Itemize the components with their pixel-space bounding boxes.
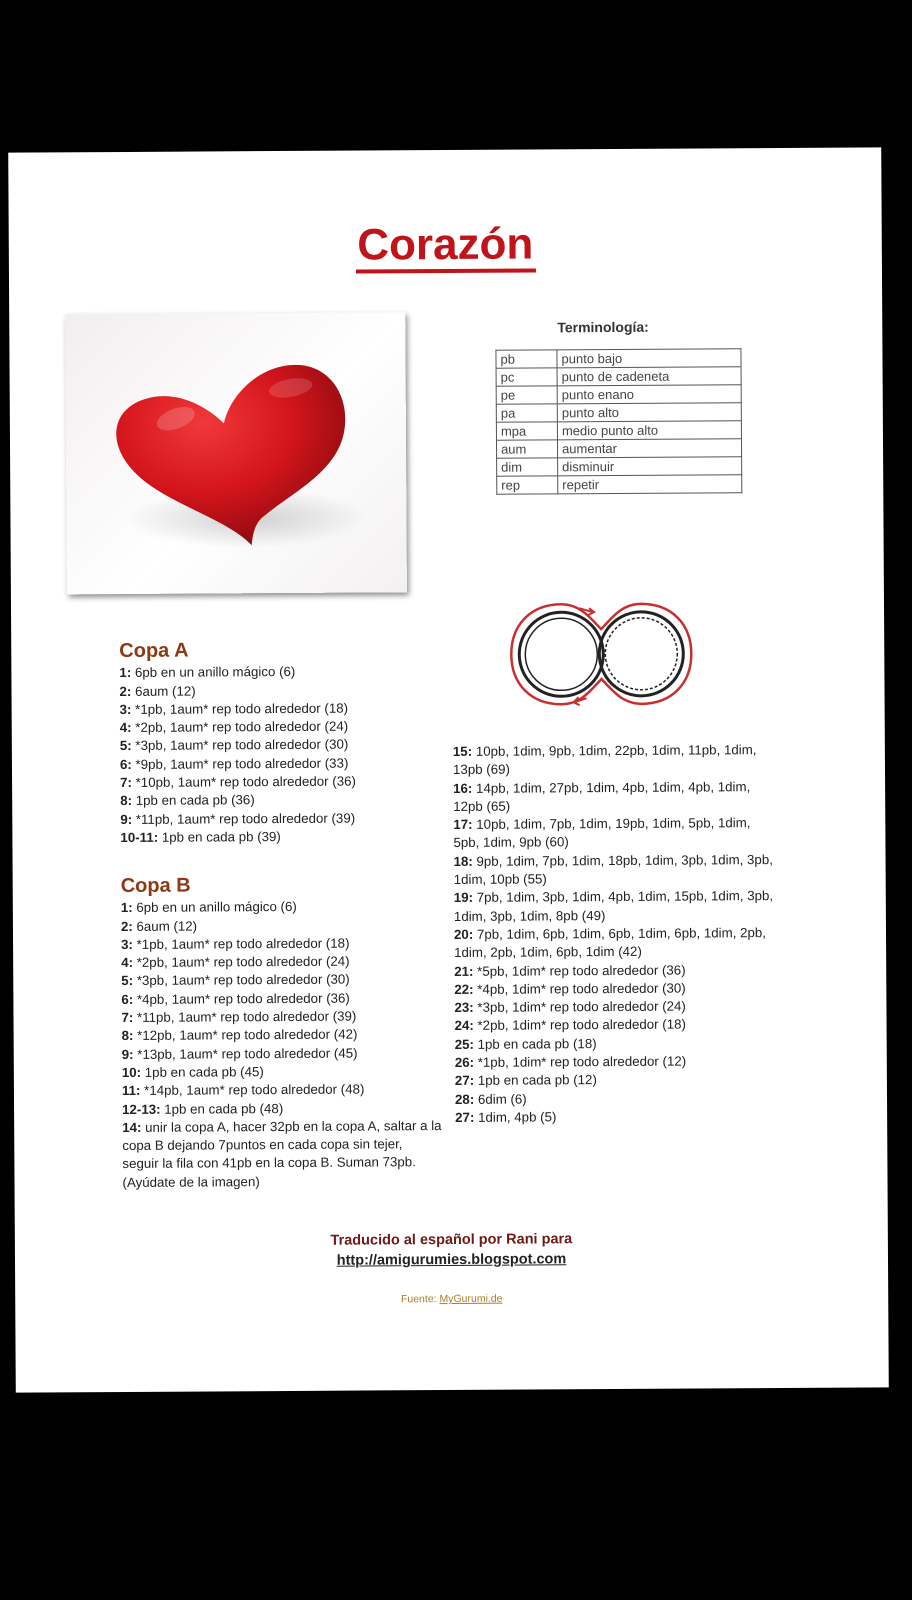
instruction-row bbox=[122, 1025, 442, 1045]
term-meaning: aumentar bbox=[557, 439, 741, 458]
term-abbr: dim bbox=[497, 458, 558, 476]
row-number: 27: bbox=[454, 1073, 475, 1089]
row-number: 28: bbox=[454, 1091, 475, 1107]
row-number: 5: bbox=[119, 738, 132, 754]
instruction-row bbox=[121, 897, 441, 917]
blog-link[interactable]: http://amigurumies.blogspot.com bbox=[336, 1251, 567, 1269]
terminology-row bbox=[497, 457, 742, 476]
row-number: 22: bbox=[454, 981, 474, 997]
row-text: 6dim (6) bbox=[477, 1091, 527, 1107]
instruction-row bbox=[453, 778, 773, 817]
row-text: *12pb, 1aum* rep todo alrededor (42) bbox=[137, 1026, 358, 1044]
row-number: 16: bbox=[453, 780, 473, 796]
instruction-row bbox=[120, 754, 440, 774]
row-number: 15: bbox=[452, 743, 473, 759]
row-number: 1: bbox=[120, 900, 133, 916]
row-text: 10pb, 1dim, 7pb, 1dim, 19pb, 1dim, 5pb, 1dim, 5pb, 1dim, 9pb (60) bbox=[453, 815, 751, 851]
credit-block bbox=[15, 1227, 888, 1272]
copa-a-heading: Copa A bbox=[119, 639, 189, 663]
row-text: 1pb en cada pb (18) bbox=[477, 1035, 597, 1052]
row-text: *11pb, 1aum* rep todo alrededor (39) bbox=[135, 810, 356, 827]
row-number: 14: bbox=[122, 1119, 142, 1135]
term-meaning: punto enano bbox=[557, 385, 741, 404]
copa-a-section bbox=[119, 640, 440, 847]
instruction-row bbox=[455, 1052, 775, 1072]
instruction-row bbox=[455, 1070, 775, 1090]
crochet-heart-icon bbox=[65, 312, 407, 594]
instruction-row bbox=[455, 1107, 775, 1127]
instruction-row bbox=[454, 961, 774, 981]
row-text: *10pb, 1aum* rep todo alrededor (36) bbox=[135, 773, 356, 790]
row-text: 6aum (12) bbox=[134, 683, 196, 699]
instruction-row bbox=[121, 1007, 441, 1027]
row-text: 14pb, 1dim, 27pb, 1dim, 4pb, 1dim, 4pb, 1dim, 12pb (65) bbox=[453, 778, 751, 814]
row-text: *2pb, 1dim* rep todo alrededor (18) bbox=[477, 1017, 686, 1034]
term-meaning: disminuir bbox=[558, 457, 742, 476]
row-number: 20: bbox=[453, 926, 474, 942]
instruction-row bbox=[454, 924, 774, 963]
row-number: 21: bbox=[454, 963, 474, 979]
row-number: 10: bbox=[121, 1064, 142, 1080]
row-text: *1pb, 1aum* rep todo alrededor (18) bbox=[136, 935, 350, 952]
row-text: *1pb, 1dim* rep todo alrededor (12) bbox=[477, 1053, 687, 1070]
row-text: *11pb, 1aum* rep todo alrededor (39) bbox=[136, 1008, 357, 1025]
row-text: *14pb, 1aum* rep todo alrededor (48) bbox=[144, 1081, 365, 1099]
joined-cups-diagram bbox=[501, 593, 702, 719]
page-title: Corazón bbox=[9, 217, 882, 272]
row-text: *3pb, 1aum* rep todo alrededor (30) bbox=[136, 972, 350, 989]
row-text: *9pb, 1aum* rep todo alrededor (33) bbox=[135, 755, 349, 772]
credit-text: Traducido al español por Rani para bbox=[330, 1231, 573, 1249]
instruction-row bbox=[122, 1099, 442, 1119]
row-number: 4: bbox=[119, 720, 132, 736]
instruction-row bbox=[454, 997, 774, 1017]
instruction-row bbox=[121, 934, 441, 954]
term-meaning: punto alto bbox=[557, 403, 741, 422]
row-number: 11: bbox=[121, 1083, 141, 1099]
row-number: 9: bbox=[120, 811, 133, 827]
term-meaning: repetir bbox=[558, 475, 742, 494]
terminology-row bbox=[496, 439, 741, 458]
row-text: 1pb en cada pb (39) bbox=[161, 828, 281, 845]
row-number: 6: bbox=[121, 991, 134, 1007]
row-text: *1pb, 1aum* rep todo alrededor (18) bbox=[135, 700, 349, 717]
row-text: 1pb en cada pb (48) bbox=[164, 1100, 284, 1117]
row-text: 1pb en cada pb (36) bbox=[135, 792, 255, 809]
copa-b-section bbox=[121, 875, 443, 1192]
instruction-row bbox=[120, 827, 440, 847]
row-text: 1dim, 4pb (5) bbox=[477, 1109, 557, 1125]
row-number: 24: bbox=[454, 1018, 474, 1034]
joined-cups-diagram-icon bbox=[501, 593, 702, 714]
row-text: 7pb, 1dim, 3pb, 1dim, 4pb, 1dim, 15pb, 1dim, 3pb, 1dim, 3pb, 1dim, 8pb (49) bbox=[453, 888, 774, 924]
instruction-row bbox=[120, 809, 440, 829]
row-number: 25: bbox=[454, 1036, 474, 1052]
source-block bbox=[15, 1290, 888, 1307]
terminology-table bbox=[495, 348, 742, 495]
term-meaning: punto de cadeneta bbox=[557, 367, 741, 386]
row-text: unir la copa A, hacer 32pb en la copa A, saltar a la copa B dejando 7puntos en cada copa sin tejer, seguir la fila con 41pb en la copa B. Suman 73pb. (Ayúdate de la imagen) bbox=[122, 1117, 442, 1190]
instruction-row bbox=[120, 790, 440, 810]
term-meaning: medio punto alto bbox=[557, 421, 741, 440]
row-number: 7: bbox=[121, 1010, 134, 1026]
row-text: *3pb, 1aum* rep todo alrededor (30) bbox=[135, 737, 349, 754]
source-link[interactable]: MyGurumi.de bbox=[439, 1292, 503, 1306]
row-text: *5pb, 1dim* rep todo alrededor (36) bbox=[477, 962, 686, 979]
row-number: 1: bbox=[119, 665, 132, 681]
instruction-row bbox=[454, 979, 774, 999]
row-number: 8: bbox=[121, 1028, 134, 1044]
row-text: 7pb, 1dim, 6pb, 1dim, 6pb, 1dim, 6pb, 1dim, 2pb, 1dim, 2pb, 1dim, 6pb, 1dim (42) bbox=[454, 925, 766, 961]
instruction-row bbox=[120, 699, 440, 719]
row-number: 26: bbox=[454, 1054, 475, 1071]
term-abbr: pb bbox=[496, 350, 557, 368]
instruction-row bbox=[122, 1080, 442, 1100]
row-number: 19: bbox=[453, 890, 474, 906]
row-number: 10-11: bbox=[120, 829, 159, 845]
row-number: 2: bbox=[120, 918, 133, 934]
row-text: *3pb, 1dim* rep todo alrededor (24) bbox=[477, 998, 686, 1015]
row-number: 12-13: bbox=[122, 1101, 161, 1117]
row-number: 4: bbox=[121, 955, 134, 971]
row-text: 6pb en un anillo mágico (6) bbox=[136, 899, 297, 916]
row-text: 1pb en cada pb (12) bbox=[477, 1072, 597, 1089]
instruction-row bbox=[455, 1034, 775, 1054]
source-label: Fuente: bbox=[400, 1293, 437, 1306]
row-text: 9pb, 1dim, 7pb, 1dim, 18pb, 1dim, 3pb, 1dim, 3pb, 1dim, 10pb (55) bbox=[453, 851, 773, 888]
terminology-row bbox=[496, 421, 741, 440]
instruction-row bbox=[120, 736, 440, 756]
instruction-row bbox=[120, 772, 440, 792]
instruction-row bbox=[121, 989, 441, 1009]
instruction-row bbox=[122, 1062, 442, 1082]
instruction-row bbox=[119, 681, 439, 701]
continuation-section bbox=[453, 741, 775, 1127]
row-number: 6: bbox=[119, 756, 132, 772]
row-text: 1pb en cada pb (45) bbox=[144, 1064, 264, 1080]
row-number: 5: bbox=[121, 973, 134, 989]
instruction-row bbox=[122, 1044, 442, 1064]
instruction-row bbox=[453, 741, 773, 780]
row-number: 9: bbox=[121, 1046, 134, 1062]
instruction-row bbox=[119, 662, 439, 682]
copa-b-heading: Copa B bbox=[120, 874, 191, 898]
row-number: 2: bbox=[119, 683, 132, 699]
instruction-row bbox=[120, 717, 440, 737]
row-number: 8: bbox=[120, 793, 133, 809]
term-abbr: rep bbox=[497, 476, 558, 494]
row-number: 7: bbox=[120, 775, 132, 791]
terminology-heading: Terminología: bbox=[557, 318, 649, 336]
heart-photo bbox=[65, 312, 407, 594]
term-meaning: punto bajo bbox=[557, 349, 741, 368]
terminology-row bbox=[496, 385, 741, 404]
instruction-row bbox=[455, 1015, 775, 1035]
pattern-page bbox=[8, 147, 889, 1392]
term-abbr: aum bbox=[496, 440, 557, 458]
row-text: 6aum (12) bbox=[136, 918, 198, 934]
row-number: 18: bbox=[453, 853, 473, 869]
instruction-row bbox=[121, 952, 441, 972]
term-abbr: mpa bbox=[496, 422, 557, 440]
terminology-row bbox=[497, 475, 742, 494]
instruction-row bbox=[455, 1089, 775, 1109]
row-text: *2pb, 1aum* rep todo alrededor (24) bbox=[135, 718, 349, 736]
row-number: 3: bbox=[121, 936, 133, 952]
row-number: 27: bbox=[455, 1109, 475, 1125]
instruction-row bbox=[454, 887, 774, 926]
instruction-row bbox=[454, 851, 774, 890]
instruction-row bbox=[453, 814, 773, 853]
row-text: 6pb en un anillo mágico (6) bbox=[134, 664, 296, 681]
terminology-row bbox=[496, 349, 741, 368]
term-abbr: pe bbox=[496, 386, 557, 404]
instruction-row bbox=[121, 916, 441, 936]
term-abbr: pa bbox=[496, 404, 557, 422]
term-abbr: pc bbox=[496, 368, 557, 386]
row-text: *4pb, 1dim* rep todo alrededor (30) bbox=[477, 980, 686, 997]
row-number: 23: bbox=[454, 1000, 474, 1016]
row-number: 17: bbox=[453, 817, 473, 833]
row-text: *4pb, 1aum* rep todo alrededor (36) bbox=[136, 990, 350, 1007]
terminology-row bbox=[496, 367, 741, 386]
row-number: 3: bbox=[119, 701, 132, 717]
row-text: *2pb, 1aum* rep todo alrededor (24) bbox=[136, 953, 350, 971]
instruction-row bbox=[122, 1117, 442, 1192]
row-text: *13pb, 1aum* rep todo alrededor (45) bbox=[137, 1045, 358, 1062]
instruction-row bbox=[121, 971, 441, 991]
row-text: 10pb, 1dim, 9pb, 1dim, 22pb, 1dim, 11pb, 1dim, 13pb (69) bbox=[452, 742, 757, 778]
terminology-row bbox=[496, 403, 741, 422]
